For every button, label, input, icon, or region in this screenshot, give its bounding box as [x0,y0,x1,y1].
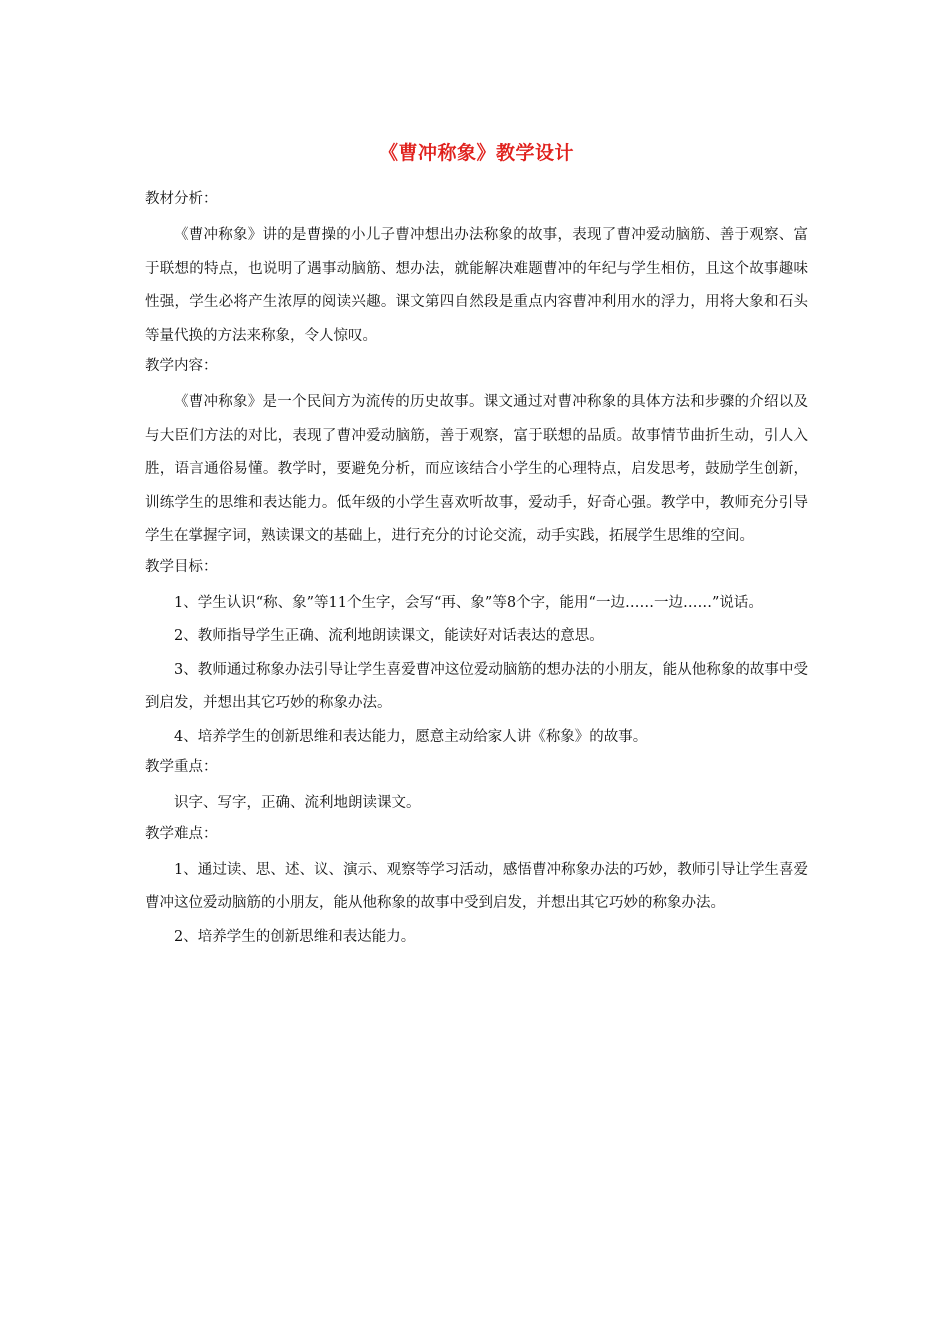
section-heading: 教学难点： [145,825,218,842]
section-difficulties [145,821,808,955]
difficulty-item: 1、通过读、思、述、议、演示、观察等学习活动，感悟曹冲称象办法的巧妙，教师引导让学生喜爱曹冲这位爱动脑筋的小朋友，能从他称象的故事中受到启发，并想出其它巧妙的称象办法。 [145,861,808,911]
section-heading: 教学目标： [145,558,218,575]
section-paragraph: 《曹冲称象》是一个民间方为流传的历史故事。课文通过对曹冲称象的具体方法和步骤的介绍以及与大臣们方法的对比，表现了曹冲爱动脑筋，善于观察，富于联想的品质。故事情节曲折生动，引人入胜，语言通俗易懂。教学时，要避免分析，而应该结合小学生的心理特点，启发思考，鼓励学生创新，训练学生的思维和表达能力。低年级的小学生喜欢听故事，爱动手，好奇心强。教学中，教师充分引导学生在掌握字词，熟读课文的基础上，进行充分的讨论交流，动手实践，拓展学生思维的空间。 [145,394,808,544]
section-heading: 教材分析： [145,191,218,207]
section-teaching-goals [145,554,808,755]
section-heading: 教学重点： [145,759,218,775]
document-title: 《曹冲称象》教学设计 [378,142,574,164]
section-key-points [145,754,808,821]
section-paragraph: 《曹冲称象》讲的是曹操的小儿子曹冲想出办法称象的故事，表现了曹冲爱动脑筋、善于观察、富于联想的特点，也说明了遇事动脑筋、想办法，就能解决难题曹冲的年纪与学生相仿，且这个故事趣味性强，学生必将产生浓厚的阅读兴趣。课文第四自然段是重点内容曹冲利用水的浮力，用将大象和石头等量代换的方法来称象，令人惊叹。 [145,227,808,344]
section-materials-analysis [145,186,808,353]
section-teaching-content [145,353,808,554]
goal-item: 2、教师指导学生正确、流利地朗读课文，能读好对话表达的意思。 [174,628,604,644]
goal-item: 3、教师通过称象办法引导让学生喜爱曹冲这位爱动脑筋的想办法的小朋友，能从他称象的故事中受到启发，并想出其它巧妙的称象办法。 [145,661,808,711]
goal-item: 1、学生认识“称、象”等11个生字，会写“再、象”等8个字，能用“一边……一边……”说话。 [174,594,763,611]
key-point-item: 识字、写字，正确、流利地朗读课文。 [174,795,421,811]
goal-item: 4、培养学生的创新思维和表达能力，愿意主动给家人讲《称象》的故事。 [174,728,648,745]
section-heading: 教学内容： [145,358,218,374]
difficulty-item: 2、培养学生的创新思维和表达能力。 [174,928,416,945]
